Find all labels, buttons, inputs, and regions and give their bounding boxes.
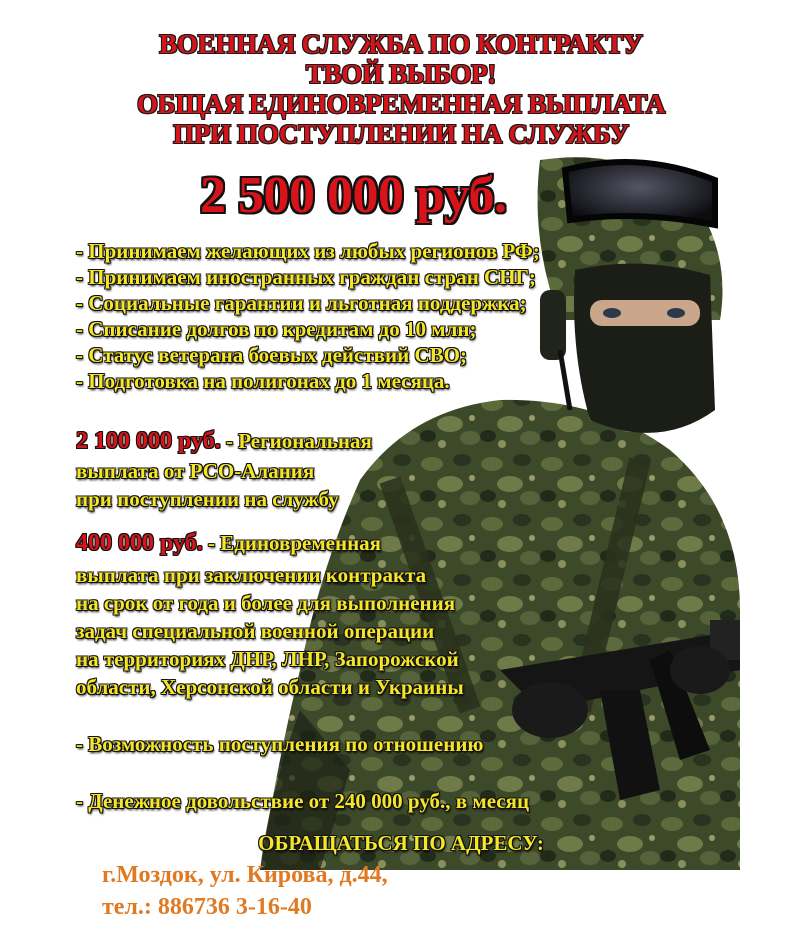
- headline-line-1: ВОЕННАЯ СЛУЖБА ПО КОНТРАКТУ: [159, 29, 643, 59]
- regional-payment-line: [76, 428, 372, 454]
- benefit-item: - Списание долгов по кредитам до 10 млн;: [76, 317, 477, 341]
- contract-payment-text: выплата при заключении контракта: [76, 563, 427, 587]
- regional-payment-text: при поступлении на службу: [76, 487, 339, 511]
- headline-line-2: ТВОЙ ВЫБОР!: [305, 59, 497, 89]
- regional-payment-amount: 2 100 000 руб.: [76, 428, 221, 454]
- contact-heading: ОБРАЩАТЬСЯ ПО АДРЕСУ:: [258, 831, 544, 855]
- contract-payment-amount: 400 000 руб.: [76, 530, 203, 556]
- benefit-item: - Социальные гарантии и льготная поддержка;: [76, 291, 527, 315]
- contract-payment-label: - Единовременная: [202, 531, 382, 555]
- total-payment-amount: 2 500 000 руб.: [200, 167, 507, 224]
- benefit-item: - Принимаем желающих из любых регионов РФ;: [76, 239, 540, 263]
- contract-payment-text: на территориях ДНР, ЛНР, Запорожской: [76, 647, 459, 671]
- contact-address: г.Моздок, ул. Кирова, д.44,: [102, 862, 388, 888]
- regional-payment-label: - Региональная: [220, 429, 372, 453]
- contract-payment-line: [76, 530, 381, 556]
- headline-line-4: ПРИ ПОСТУПЛЕНИИ НА СЛУЖБУ: [173, 119, 629, 149]
- benefit-item: - Подготовка на полигонах до 1 месяца.: [76, 369, 450, 393]
- contract-payment-text: задач специальной военной операции: [76, 619, 435, 643]
- contract-payment-text: области, Херсонской области и Украины: [76, 675, 464, 699]
- extra-item: - Денежное довольствие от 240 000 руб., в месяц: [76, 789, 530, 813]
- contract-payment-text: на срок от года и более для выполнения: [76, 591, 456, 615]
- benefit-item: - Статус ветерана боевых действий СВО;: [76, 343, 467, 367]
- extra-item: - Возможность поступления по отношению: [76, 732, 484, 756]
- contact-phone: тел.: 886736 3-16-40: [102, 894, 312, 920]
- headline-line-3: ОБЩАЯ ЕДИНОВРЕМЕННАЯ ВЫПЛАТА: [136, 89, 666, 119]
- benefit-item: - Принимаем иностранных граждан стран СНГ;: [76, 265, 536, 289]
- regional-payment-text: выплата от РСО-Алания: [76, 459, 315, 483]
